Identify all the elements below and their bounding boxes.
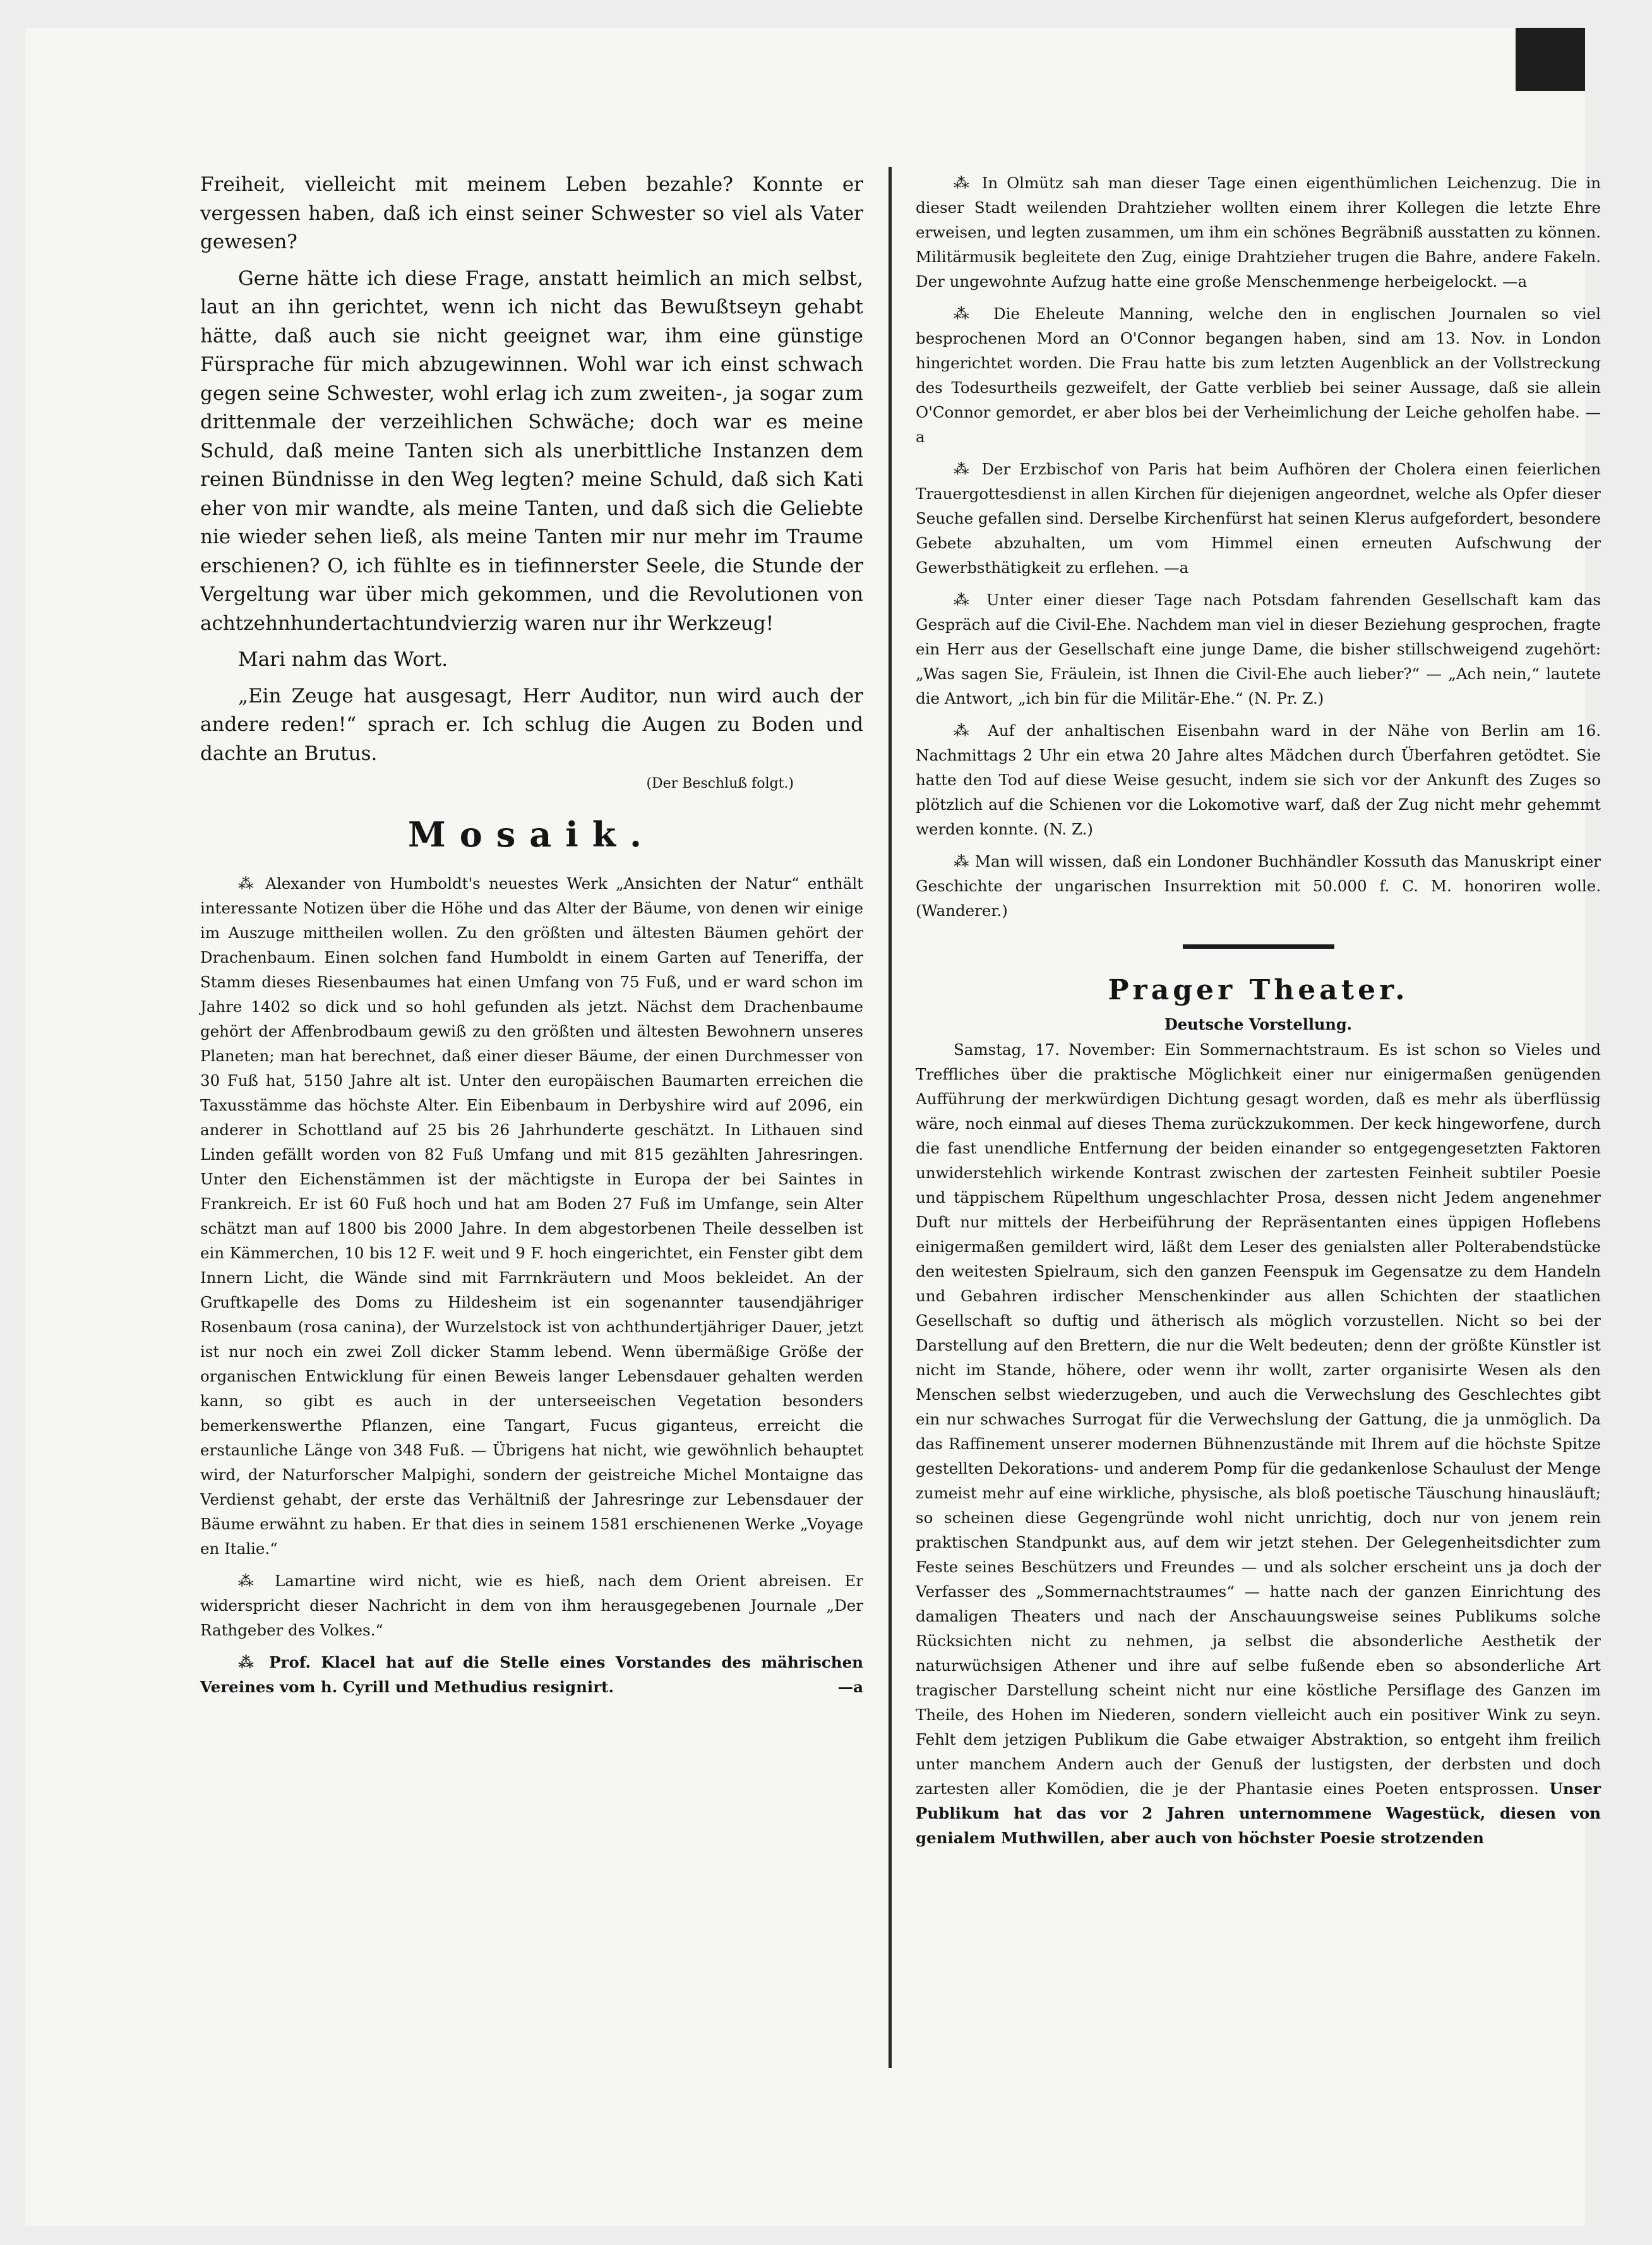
- theater-subheading: Deutsche Vorstellung.: [1164, 1015, 1353, 1033]
- story-paragraph: „Ein Zeuge hat ausgesagt, Herr Auditor, nun wird auch der andere reden!“ sprach er. Ich schlug die Augen zu Boden und dachte an Brutus.: [200, 684, 863, 765]
- theater-review-bold: Unser Publikum hat das vor 2 Jahren unternommene Wagestück, diesen von genialem Muthwillen, aber auch von höchster Poesie strotzenden: [916, 1779, 1601, 1847]
- newspaper-page: [25, 28, 1601, 2226]
- news-item: ⁂ Auf der anhaltischen Eisenbahn ward in der Nähe von Berlin am 16. Nachmittags 2 Uhr ein etwa 20 Jahre altes Mädchen durch Überfahren getödtet. Sie hatte den Tod auf diese Weise gesucht, indem sie sich vor der Ankunft des Zuges so plötzlich auf die Schienen vor die Lokomotive warf, daß der Zug nicht mehr gehemmt werden konnte. (N. Z.): [916, 721, 1601, 838]
- story-paragraph: Freiheit, vielleicht mit meinem Leben bezahle? Konnte er vergessen haben, daß ich einst seiner Schwester so viel als Vater gewesen?: [200, 173, 863, 253]
- theater-heading: Prager Theater.: [1108, 974, 1409, 1006]
- news-item: ⁂ Der Erzbischof von Paris hat beim Aufhören der Cholera einen feierlichen Trauergottesdienst in allen Kirchen für diejenigen angeordnet, welche als Opfer dieser Seuche gefallen sind. Derselbe Kirchenfürst hat seinen Klerus aufgefordert, besondere Gebete abzuhalten, um vom Himmel einen erneuten Aufschwung der Gewerbsthätigkeit zu erflehen. —a: [916, 460, 1601, 577]
- mosaik-heading: Mosaik.: [408, 814, 655, 855]
- news-item: ⁂ Die Eheleute Manning, welche den in englischen Journalen so viel besprochenen Mord an O'Connor begangen haben, sind am 13. Nov. in London hingerichtet worden. Die Frau hatte bis zum letzten Augenblick an der Vollstreckung des Todesurtheils gezweifelt, der Gatte verblieb bei seiner Aussage, daß sie allein O'Connor gemordet, er aber blos bei der Verheimlichung der Leiche geholfen habe. —a: [916, 304, 1601, 446]
- theater-review: [916, 1037, 1601, 1850]
- mosaik-item: ⁂ Lamartine wird nicht, wie es hieß, nach dem Orient abreisen. Er widerspricht dieser Nachricht in dem von ihm herausgegebenen Journale „Der Rathgeber des Volkes.“: [200, 1572, 863, 1639]
- scan-edge-mark: [1516, 28, 1585, 91]
- left-column: [200, 171, 863, 1707]
- mosaik-item-text: ⁂ Prof. Klacel hat auf die Stelle eines Vorstandes des mährischen Vereines vom h. Cyrill und Methudius resignirt.: [200, 1653, 863, 1696]
- mosaik-item-signature: —a: [837, 1678, 863, 1696]
- story-paragraph: Gerne hätte ich diese Frage, anstatt heimlich an mich selbst, laut an ihn gerichtet, wenn ich nicht das Bewußtseyn gehabt hätte, daß auch sie nicht geeignet war, ihm eine günstige Fürsprache für mich abzugewinnen. Wohl war ich einst schwach gegen seine Schwester, wohl erlag ich zum zweiten-, ja sogar zum drittenmale der verzeihlichen Schwäche; doch war es meine Schuld, daß meine Tanten sich als unerbittliche Instanzen dem reinen Bündnisse in den Weg legten? meine Schuld, daß sich Kati eher von mir wandte, als meine Tanten, und daß sich die Geliebte nie wieder sehen ließ, als meine Tanten mir nur mehr im Traume erschienen? O, ich fühlte es in tiefinnerster Seele, die Stunde der Vergeltung war über mich gekommen, und die Revolutionen von achtzehnhundertachtundvierzig waren nur ihr Werkzeug!: [200, 267, 863, 635]
- theater-review-text: Samstag, 17. November: Ein Sommernachtstraum. Es ist schon so Vieles und Treffliches über die praktische Möglichkeit einer nur einigermaßen genügenden Aufführung der merkwürdigen Dichtung gesagt worden, daß es mehr als überflüssig wäre, noch einmal auf dieses Thema zurückzukommen. Der keck hingeworfene, durch die fast unendliche Entfernung der beiden einander so entgegengesetzten Faktoren unwiderstehlich wirkende Kontrast zwischen der zartesten Feinheit subtiler Poesie und täppischem Rüpelthum ungeschlachter Prosa, dessen nicht Jedem angenehmer Duft nur mittels der Herbeiführung der Repräsentanten eines üppigen Hoflebens einigermaßen gemildert wird, läßt dem Leser des genialsten aller Polterabendstücke den weitesten Spielraum, sich den ganzen Feenspuk im Gegensatze zu dem Handeln und Gebahren irdischer Menschenkinder aus allen Schichten der staatlichen Gesellschaft so duftig und ätherisch als möglich vorzustellen. Nicht so bei der Darstellung auf den Brettern, die nur die Welt bedeuten; denn der größte Künstler ist nicht im Stande, höhere, oder wenn ihr wollt, zarter organisirte Wesen als den Menschen selbst wiederzugeben, und auch die Verwechslung des Geschlechtes gibt ein nur schwaches Surrogat für die Verwechslung der Gattung, die ja unmöglich. Da das Raffinement unserer modernen Bühnenzustände mit Ihrem auf die höchste Spitze gestellten Dekorations- und anderem Pomp für die gedankenlose Schaulust der Menge zumeist mehr auf eine wirkliche, physische, als bloß poetische Täuschung hinausläuft; so scheinen diese Gegengründe wohl nicht unrichtig, doch nur von jenem rein praktischen Standpunkt aus, auf dem wir jetzt stehen. Der Gelegenheitsdichter zum Feste seines Beschützers und Freundes — und als solcher erscheint uns ja doch der Verfasser des „Sommernachtstraumes“ — hatte nach der ganzen Einrichtung des damaligen Theaters und nach der Anschauungsweise seines Publikums solche Rücksichten nicht zu nehmen, ja selbst die absonderliche Aesthetik der naturwüchsigen Athener und ihre auf selbe fußende eben so absonderliche Art tragischer Darstellung scheint nicht nur eine köstliche Persiflage des Ganzen im Theile, des Hohen im Niederen, sondern vielleicht auch ein positiver Wink zu seyn. Fehlt dem jetzigen Publikum die Gabe etwaiger Abstraktion, so entgeht ihm freilich unter manchem Andern auch der Genuß der lustigsten, der derbsten und doch zartesten aller Komödien, die je der Phantasie eines Poeten entsprossen.: [916, 1040, 1601, 1798]
- news-item: ⁂ Unter einer dieser Tage nach Potsdam fahrenden Gesellschaft kam das Gespräch auf die Civil-Ehe. Nachdem man viel in dieser Beziehung gesprochen, fragte ein Herr aus der Gesellschaft eine junge Dame, die bisher stillschweigend zugehört: „Was sagen Sie, Fräulein, ist Ihnen die Civil-Ehe auch lieber?“ — „Ach nein,“ lautete die Antwort, „ich bin für die Militär-Ehe.“ (N. Pr. Z.): [916, 591, 1601, 707]
- to-be-continued-note: (Der Beschluß folgt.): [646, 776, 794, 791]
- story-paragraph: Mari nahm das Wort.: [238, 648, 448, 671]
- column-divider: [889, 167, 892, 2068]
- news-item: ⁂ In Olmütz sah man dieser Tage einen eigenthümlichen Leichenzug. Die in dieser Stadt weilenden Drahtzieher wollten einem ihrer Kollegen die letzte Ehre erweisen, und legten zusammen, um ihm ein schönes Begräbniß ausstatten zu können. Militärmusik begleitete den Zug, einige Drahtzieher trugen die Bahre, andere Fakeln. Der ungewohnte Aufzug hatte eine große Menschenmenge herbeigelockt. —a: [916, 174, 1601, 291]
- mosaik-item: [200, 1650, 863, 1699]
- right-column: [916, 171, 1601, 1858]
- section-separator: [1183, 944, 1334, 949]
- news-item: ⁂ Man will wissen, daß ein Londoner Buchhändler Kossuth das Manuskript einer Geschichte der ungarischen Insurrektion mit 50.000 f. C. M. honoriren wolle. (Wanderer.): [916, 852, 1601, 920]
- mosaik-item: ⁂ Alexander von Humboldt's neuestes Werk „Ansichten der Natur“ enthält interessante Notizen über die Höhe und das Alter der Bäume, von denen wir einige im Auszuge mittheilen wollen. Zu den größten und ältesten Bäumen gehört der Drachenbaum. Einen solchen fand Humboldt in einem Garten auf Teneriffa, der Stamm dieses Riesenbaumes hat einen Umfang von 75 Fuß, und er ward schon im Jahre 1402 so dick und so hohl gefunden als jetzt. Nächst dem Drachenbaume gehört der Affenbrodbaum gewiß zu den größten und ältesten Bewohnern unseres Planeten; man hat berechnet, daß einer dieser Bäume, der einen Durchmesser von 30 Fuß hat, 5150 Jahre alt ist. Unter den europäischen Baumarten erreichen die Taxusstämme das höchste Alter. Ein Eibenbaum in Derbyshire wird auf 2096, ein anderer in Schottland auf 25 bis 26 Jahrhunderte geschätzt. In Lithauen sind Linden gefällt worden von 82 Fuß Umfang und mit 815 gezählten Jahresringen. Unter den Eichenstämmen ist der mächtigste in Europa der bei Saintes in Frankreich. Er ist 60 Fuß hoch und hat am Boden 27 Fuß im Umfange, sein Alter schätzt man auf 1800 bis 2000 Jahre. In dem abgestorbenen Theile desselben ist ein Kämmerchen, 10 bis 12 F. weit und 9 F. hoch eingerichtet, ein Fenster gibt dem Innern Licht, die Wände sind mit Farrnkräutern und Moos bekleidet. An der Gruftkapelle des Doms zu Hildesheim ist ein sogenannter tausendjähriger Rosenbaum (rosa canina), der Wurzelstock ist von achthundertjähriger Dauer, jetzt ist nur noch ein zwei Zoll dicker Stamm lebend. Wenn übermäßige Größe der organischen Entwicklung für einen Beweis langer Lebensdauer gehalten werden kann, so gibt es auch in der unterseeischen Vegetation besonders bemerkenswerthe Pflanzen, eine Tangart, Fucus giganteus, erreicht die erstaunliche Länge von 348 Fuß. — Übrigens hat nicht, wie gewöhnlich behauptet wird, der Naturforscher Malpighi, sondern der geistreiche Michel Montaigne das Verdienst gehabt, der erste das Verhältniß der Jahresringe zur Lebensdauer der Bäume erwähnt zu haben. Er that dies in seinem 1581 erschienenen Werke „Voyage en Italie.“: [200, 874, 863, 1558]
